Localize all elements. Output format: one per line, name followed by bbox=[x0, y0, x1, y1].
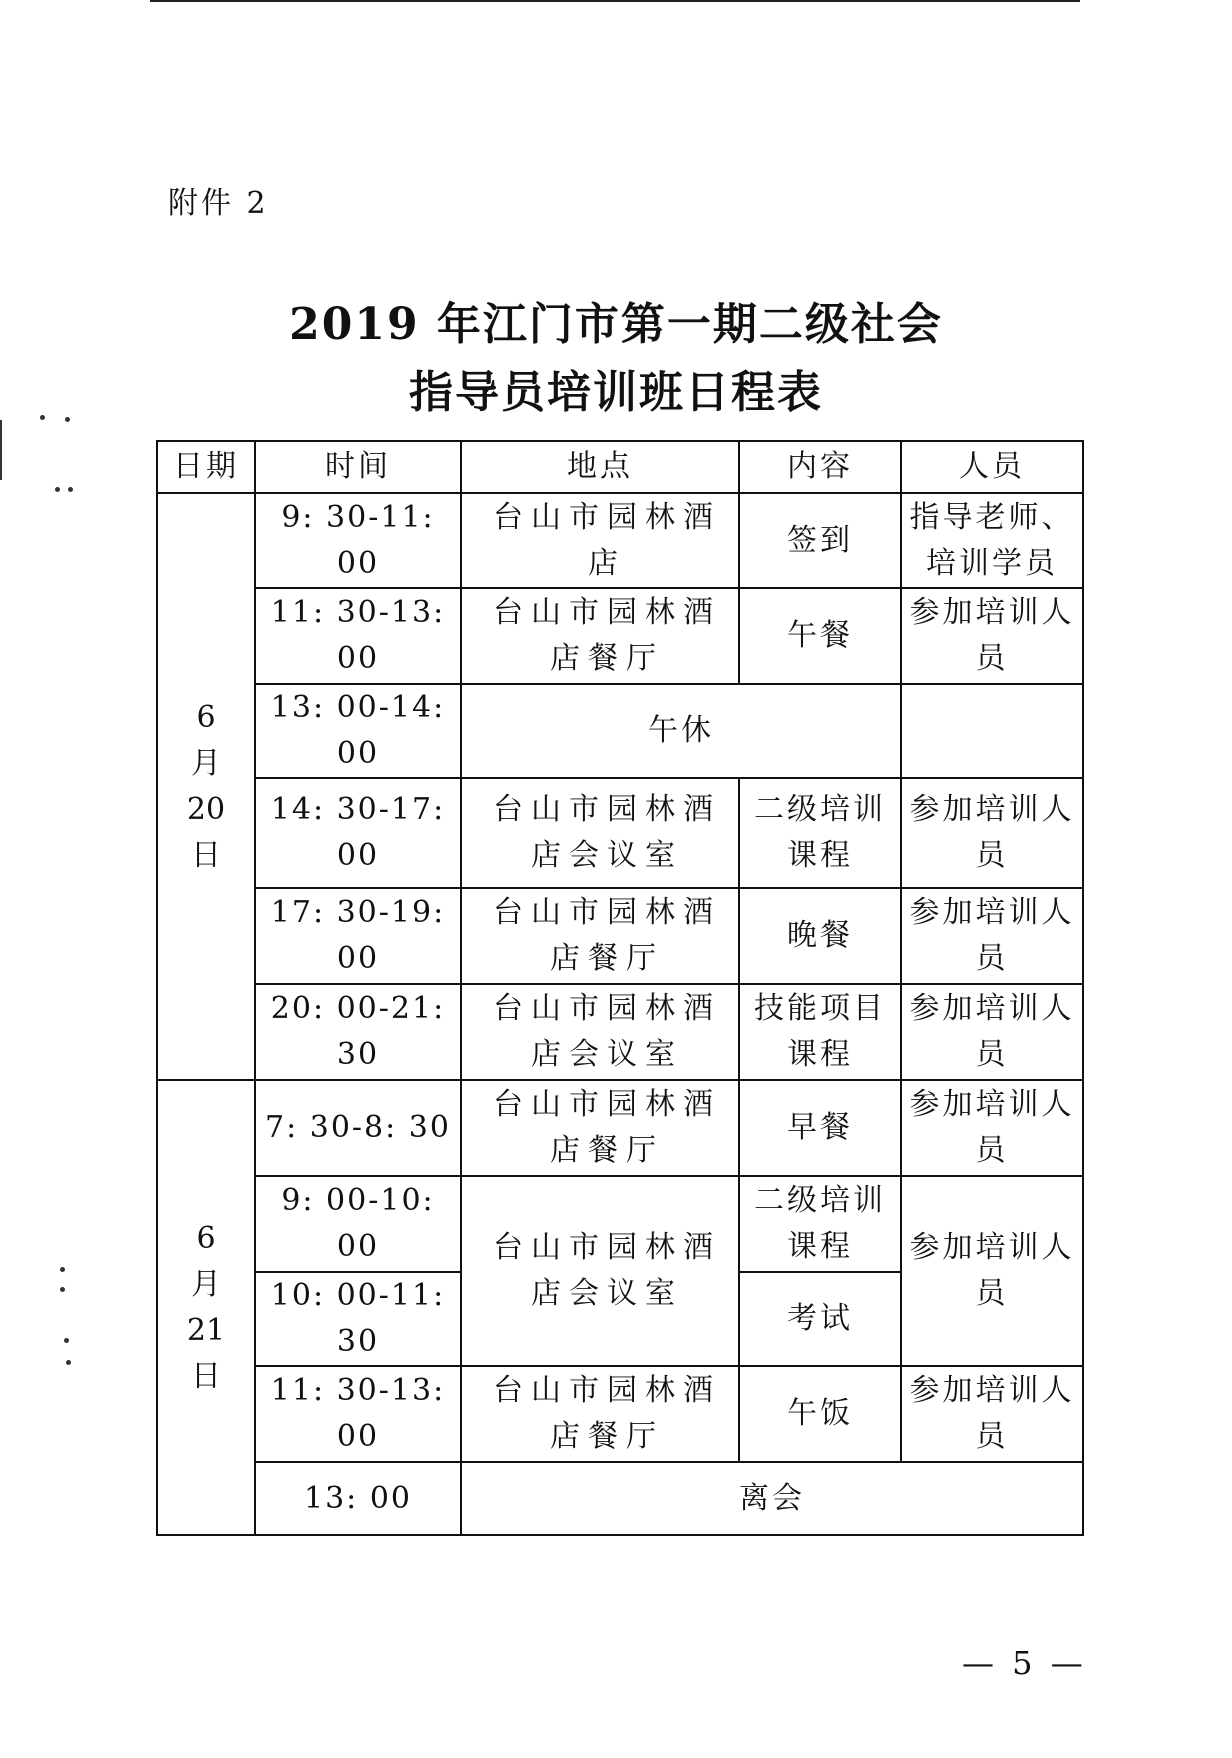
table-row bbox=[157, 888, 1083, 984]
page-number: — 5 — bbox=[962, 1644, 1087, 1682]
scan-dot bbox=[55, 487, 60, 492]
content-cell: 二级培训课程 bbox=[739, 1176, 901, 1272]
date-part: 月 bbox=[191, 745, 221, 781]
merged-cell: 午休 bbox=[461, 684, 901, 778]
time-cell: 11: 30-13: 00 bbox=[255, 1366, 461, 1462]
merged-cell: 离会 bbox=[461, 1462, 1083, 1535]
content-cell: 晚餐 bbox=[739, 888, 901, 984]
content-cell: 技能项目课程 bbox=[739, 984, 901, 1080]
time-cell: 17: 30-19: 00 bbox=[255, 888, 461, 984]
document-title-line2: 指导员培训班日程表 bbox=[409, 367, 823, 418]
place-cell: 台山市园林酒店会议室 bbox=[461, 984, 739, 1080]
date-part: 21 bbox=[186, 1312, 226, 1348]
content-cell: 考试 bbox=[739, 1272, 901, 1366]
table-header-row bbox=[157, 441, 1083, 493]
attachment-label: 附件 2 bbox=[168, 186, 269, 221]
place-cell: 台山市园林酒店会议室 bbox=[461, 778, 739, 888]
header-date: 日期 bbox=[157, 441, 255, 493]
scan-dot bbox=[60, 1267, 65, 1272]
time-cell: 7: 30-8: 30 bbox=[255, 1080, 461, 1176]
content-cell: 午餐 bbox=[739, 588, 901, 684]
date-cell-day2 bbox=[157, 1080, 255, 1535]
header-time: 时间 bbox=[255, 441, 461, 493]
place-cell: 台山市园林酒店餐厅 bbox=[461, 588, 739, 684]
table-row bbox=[157, 684, 1083, 778]
scan-dot bbox=[66, 1360, 71, 1365]
time-cell: 10: 00-11: 30 bbox=[255, 1272, 461, 1366]
time-cell: 14: 30-17: 00 bbox=[255, 778, 461, 888]
table-row bbox=[157, 1080, 1083, 1176]
table-row bbox=[157, 778, 1083, 888]
date-part: 6 bbox=[196, 699, 216, 735]
table-row bbox=[157, 1366, 1083, 1462]
date-cell-day1 bbox=[157, 493, 255, 1080]
person-cell: 参加培训人员 bbox=[901, 888, 1083, 984]
scan-dot bbox=[68, 487, 73, 492]
time-cell: 13: 00-14: 00 bbox=[255, 684, 461, 778]
content-cell: 二级培训课程 bbox=[739, 778, 901, 888]
content-cell: 午饭 bbox=[739, 1366, 901, 1462]
person-cell: 参加培训人员 bbox=[901, 1080, 1083, 1176]
date-part: 月 bbox=[191, 1266, 221, 1302]
person-cell: 指导老师、培训学员 bbox=[901, 493, 1083, 588]
header-content: 内容 bbox=[739, 441, 901, 493]
time-cell: 9: 30-11: 00 bbox=[255, 493, 461, 588]
scan-margin-mark bbox=[0, 420, 2, 480]
table-row bbox=[157, 1176, 1083, 1272]
place-cell: 台山市园林酒店 bbox=[461, 493, 739, 588]
person-cell: 参加培训人员 bbox=[901, 1366, 1083, 1462]
date-part: 20 bbox=[186, 791, 226, 827]
scan-dot bbox=[60, 1287, 65, 1292]
place-cell: 台山市园林酒店餐厅 bbox=[461, 1080, 739, 1176]
time-cell: 20: 00-21: 30 bbox=[255, 984, 461, 1080]
table-row bbox=[157, 984, 1083, 1080]
person-cell: 参加培训人员 bbox=[901, 588, 1083, 684]
person-cell: 参加培训人员 bbox=[901, 1176, 1083, 1366]
person-cell: 参加培训人员 bbox=[901, 984, 1083, 1080]
content-cell: 早餐 bbox=[739, 1080, 901, 1176]
time-cell: 13: 00 bbox=[255, 1462, 461, 1535]
table-row bbox=[157, 588, 1083, 684]
scan-dot bbox=[64, 1338, 69, 1343]
header-place: 地点 bbox=[461, 441, 739, 493]
content-cell: 签到 bbox=[739, 493, 901, 588]
header-person: 人员 bbox=[901, 441, 1083, 493]
document-title: 2019 年江门市第一期二级社会 bbox=[289, 299, 943, 350]
time-cell: 11: 30-13: 00 bbox=[255, 588, 461, 684]
table-row bbox=[157, 1462, 1083, 1535]
date-part: 日 bbox=[191, 1358, 221, 1394]
date-part: 6 bbox=[196, 1220, 216, 1256]
time-cell: 9: 00-10: 00 bbox=[255, 1176, 461, 1272]
person-cell bbox=[901, 684, 1083, 778]
person-cell: 参加培训人员 bbox=[901, 778, 1083, 888]
place-cell: 台山市园林酒店餐厅 bbox=[461, 1366, 739, 1462]
table-row bbox=[157, 493, 1083, 588]
top-rule bbox=[150, 0, 1080, 2]
date-part: 日 bbox=[191, 837, 221, 873]
schedule-table bbox=[156, 440, 1084, 1536]
place-cell: 台山市园林酒店餐厅 bbox=[461, 888, 739, 984]
place-cell: 台山市园林酒店会议室 bbox=[461, 1176, 739, 1366]
